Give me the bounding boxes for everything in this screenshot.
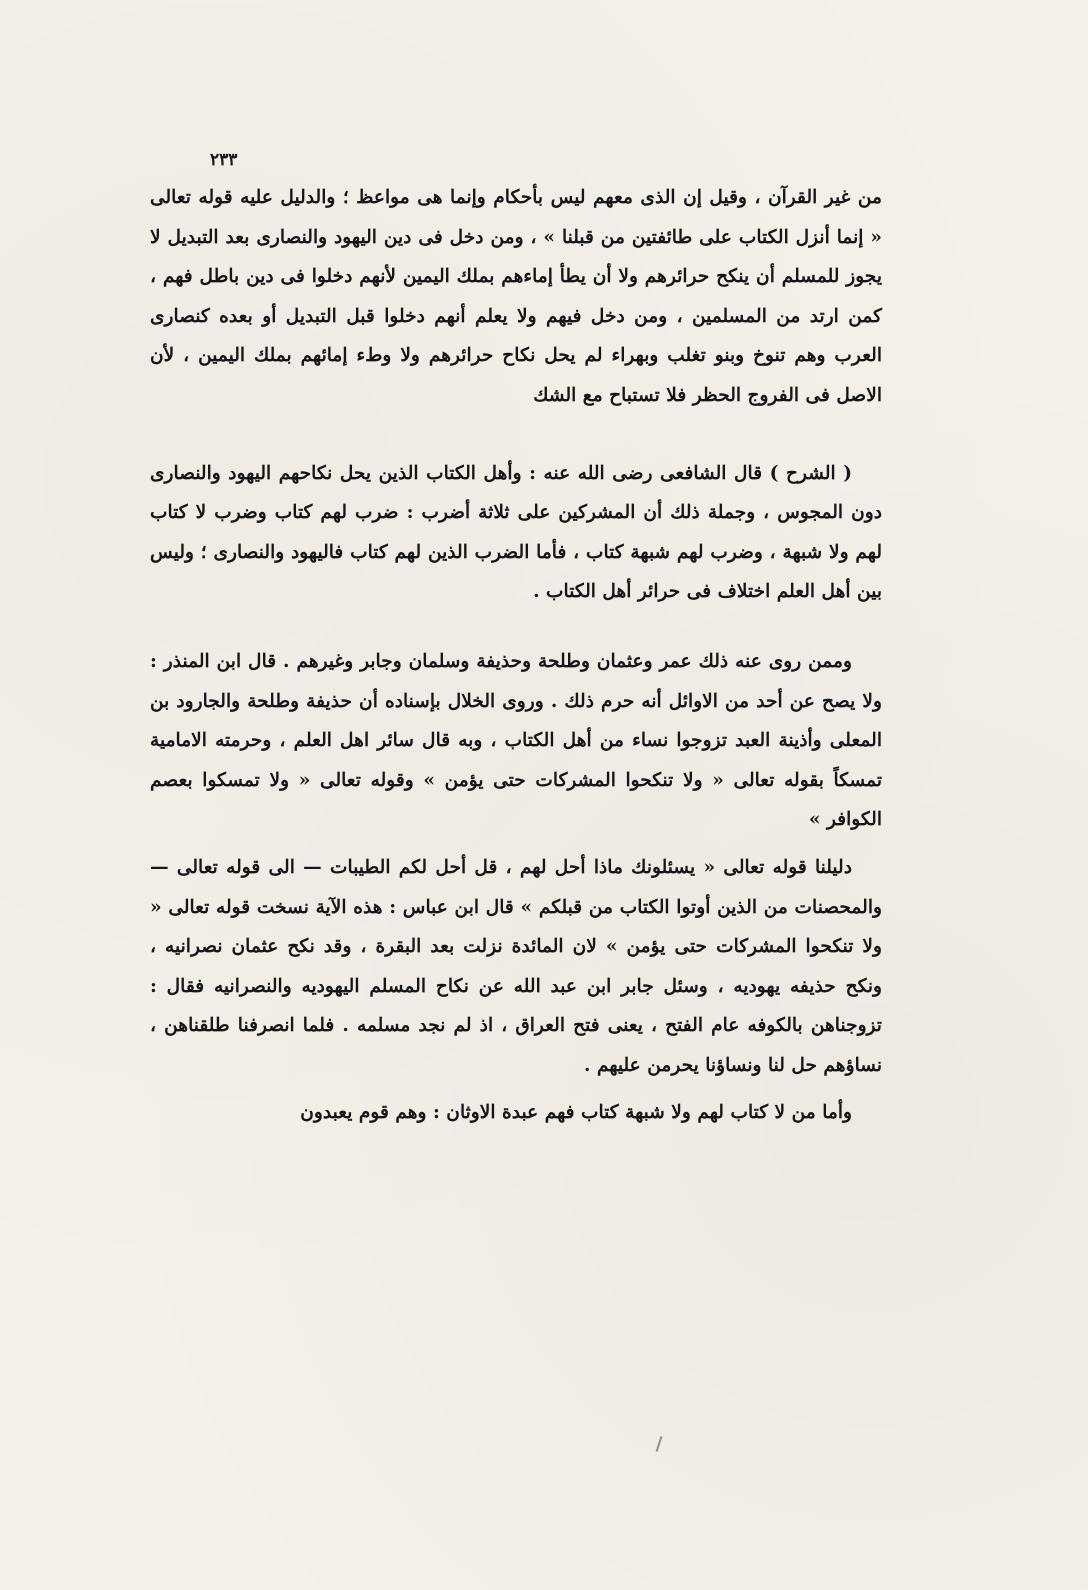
paragraph-5: وأما من لا كتاب لهم ولا شبهة كتاب فهم عبدة الاوثان : وهم قوم يعبدون	[300, 1102, 852, 1124]
paragraph-3: وممن روى عنه ذلك عمر وعثمان وطلحة وحذيفة وسلمان وجابر وغيرهم . قال ابن المنذر : ولا يصح عن أحد من الاوائل أنه حرم ذلك . وروى الخلال بإسناده أن حذيفة وطلحة والجارود بن المعلى وأذينة العبد تزوجوا نساء من أهل الكتاب ، وبه قال سائر اهل العلم ، وحرمته الامامية تمسكاً بقوله تعالى « ولا تنكحوا المشركات حتى يؤمن » وقوله تعالى « ولا تمسكوا بعصم الكوافر »	[150, 650, 882, 831]
page-number: ٢٣٣	[210, 150, 238, 170]
paragraph-4: دليلنا قوله تعالى « يسئلونك ماذا أحل لهم ، قل أحل لكم الطيبات — الى قوله تعالى — والمحصنات من الذين أوتوا الكتاب من قبلكم » قال ابن عباس : هذه الآية نسخت قوله تعالى « ولا تنكحوا المشركات حتى يؤمن » لان المائدة نزلت بعد البقرة ، وقد نكح عثمان نصرانيه ، ونكح حذيفه يهوديه ، وسئل جابر ابن عبد الله عن نكاح المسلم اليهوديه والنصرانيه فقال : تزوجناهن بالكوفه عام الفتح ، يعنى فتح العراق ، اذ لم نجد مسلمه . فلما انصرفنا طلقناهن ، نساؤهم حل لنا ونساؤنا يحرمن عليهم .	[150, 856, 882, 1076]
document-page	[150, 150, 882, 1530]
paragraph-2: ( الشرح ) قال الشافعى رضى الله عنه : وأهل الكتاب الذين يحل نكاحهم اليهود والنصارى دون المجوس ، وجملة ذلك أن المشركين على ثلاثة أضرب : ضرب لهم كتاب وضرب لا كتاب لهم ولا شبهة ، وضرب لهم شبهة كتاب ، فأما الضرب الذين لهم كتاب فاليهود والنصارى ؛ وليس بين أهل العلم اختلاف فى حرائر أهل الكتاب .	[150, 462, 882, 603]
body-text	[150, 178, 882, 1133]
paragraph-1: من غير القرآن ، وقيل إن الذى معهم ليس بأحكام وإنما هى مواعظ ؛ والدليل عليه قوله تعالى « إنما أنزل الكتاب على طائفتين من قبلنا » ، ومن دخل فى دين اليهود والنصارى بعد التبديل لا يجوز للمسلم أن ينكح حرائرهم ولا أن يطأ إماءهم بملك اليمين لأنهم دخلوا فى دين باطل فهم ، كمن ارتد من المسلمين ، ومن دخل فيهم ولا يعلم أنهم دخلوا قبل التبديل أو بعده كنصارى العرب وهم تنوخ وبنو تغلب وبهراء لم يحل نكاح حرائرهم ولا وطء إمائهم بملك اليمين ، لأن الاصل فى الفروج الحظر فلا تستباح مع الشك	[150, 187, 882, 406]
